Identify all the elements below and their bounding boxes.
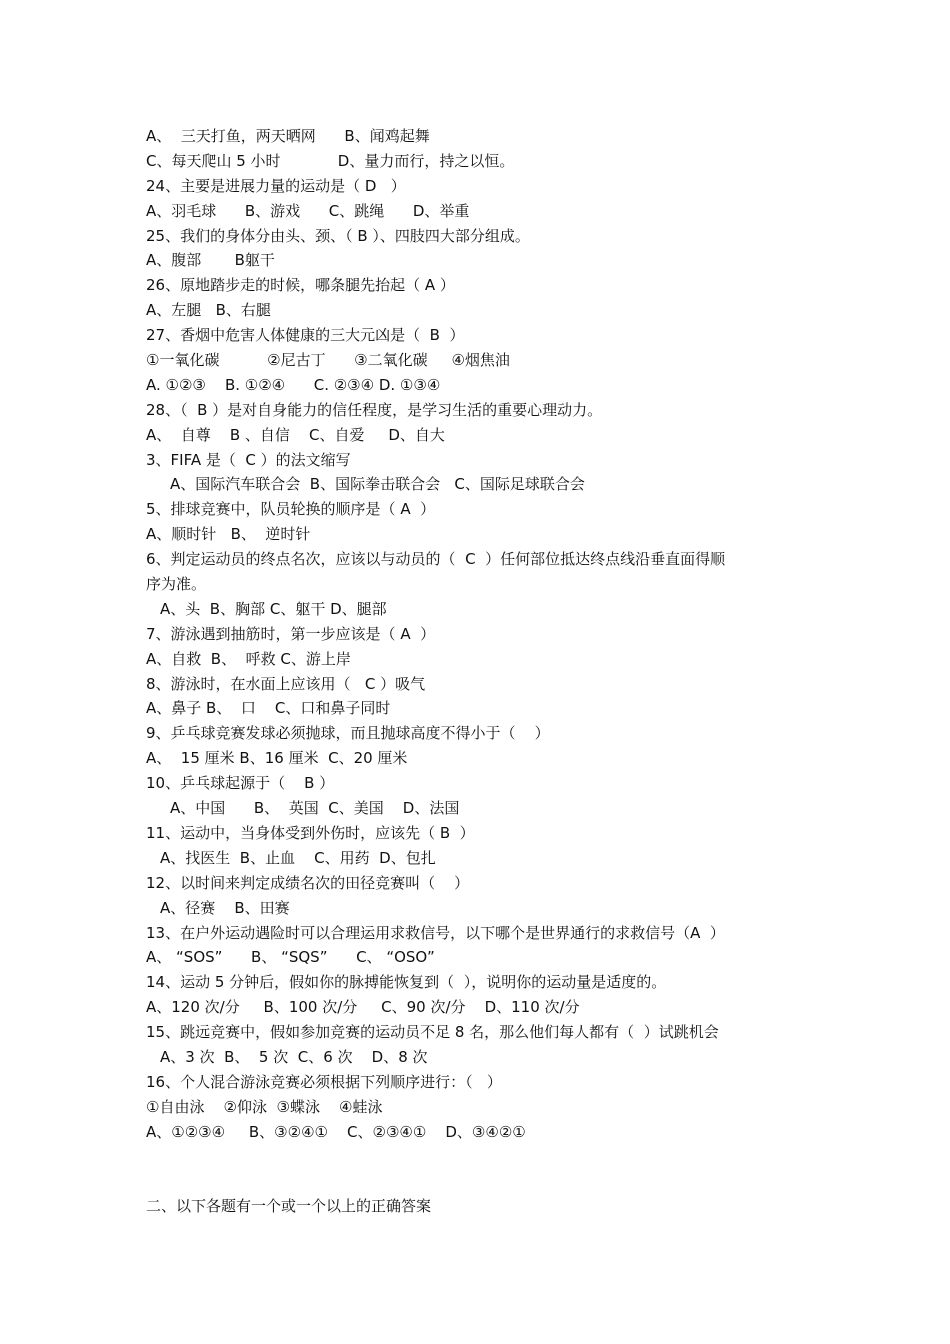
text-line: 27、香烟中危害人体健康的三大元凶是（ B ）: [146, 326, 465, 345]
text-line: 12、以时间来判定成绩名次的田径竞赛叫（ ）: [146, 873, 470, 892]
text-line: 7、游泳遇到抽筋时，第一步应该是（ A ）: [146, 624, 436, 643]
text-line: A、①②③④ B、③②④① C、②③④① D、③④②①: [146, 1122, 526, 1141]
text-line: A、找医生 B、止血 C、用药 D、包扎: [160, 848, 436, 867]
text-line: 16、个人混合游泳竞赛必须根据下列顺序进行：（ ）: [146, 1072, 502, 1091]
text-line: 14、运动 5 分钟后，假如你的脉搏能恢复到（ ），说明你的运动量是适度的。: [146, 973, 667, 992]
text-line: A、自救 B、 呼救 C、游上岸: [146, 649, 351, 668]
text-line: 11、运动中，当身体受到外伤时，应该先（ B ）: [146, 823, 475, 842]
text-line: 6、判定运动员的终点名次，应该以与动员的（ C ）任何部位抵达终点线沿垂直面得顺: [146, 550, 726, 569]
text-line: 序为准。: [146, 575, 207, 594]
text-line: A、头 B、胸部 C、躯干 D、腿部: [160, 599, 387, 618]
text-line: 10、乒乓球起源于（ B ）: [146, 774, 335, 793]
text-line: A、顺时针 B、 逆时针: [146, 525, 311, 544]
text-line: 25、我们的身体分由头、颈、（ B ）、四肢四大部分组成。: [146, 226, 530, 245]
text-line: ①自由泳 ②仰泳 ③蝶泳 ④蛙泳: [146, 1097, 383, 1116]
text-line: 3、FIFA 是（ C ）的法文缩写: [146, 450, 351, 469]
text-line: 26、原地踏步走的时候，哪条腿先抬起（ A ）: [146, 276, 455, 295]
text-line: 9、乒乓球竞赛发球必须抛球，而且抛球高度不得小于（ ）: [146, 724, 550, 743]
text-line: 24、主要是进展力量的运动是（ D ）: [146, 176, 406, 195]
text-line: C、每天爬山 5 小时 D、量力而行，持之以恒。: [146, 151, 515, 170]
text-line: A、腹部 B躯干: [146, 251, 275, 270]
text-line: A、3 次 B、 5 次 C、6 次 D、8 次: [160, 1047, 428, 1066]
text-line: A、羽毛球 B、游戏 C、跳绳 D、举重: [146, 201, 470, 220]
question-list: [146, 124, 826, 1145]
text-line: 8、游泳时，在水面上应该用（ C ）吸气: [146, 674, 426, 693]
text-line: 5、排球竞赛中，队员轮换的顺序是（ A ）: [146, 500, 436, 519]
text-line: 13、在户外运动遇险时可以合理运用求救信号，以下哪个是世界通行的求救信号（A ）: [146, 923, 725, 942]
text-line: A、 三天打鱼，两天晒网 B、闻鸡起舞: [146, 127, 430, 145]
section-heading: 二、以下各题有一个或一个以上的正确答案: [146, 1197, 432, 1215]
text-line: A. ①②③ B. ①②④ C. ②③④ D. ①③④: [146, 375, 441, 394]
text-line: A、左腿 B、右腿: [146, 301, 271, 320]
text-line: A、径赛 B、田赛: [160, 898, 290, 917]
text-line: A、中国 B、 英国 C、美国 D、法国: [170, 799, 460, 818]
text-line: 28、（ B ）是对自身能力的信任程度，是学习生活的重要心理动力。: [146, 400, 603, 419]
text-line: A、 15 厘米 B、16 厘米 C、20 厘米: [146, 749, 408, 768]
text-line: A、国际汽车联合会 B、国际拳击联合会 C、国际足球联合会: [170, 475, 585, 494]
text-line: A、120 次/分 B、100 次/分 C、90 次/分 D、110 次/分: [146, 998, 580, 1017]
text-line: A、 “SOS” B、 “SQS” C、 “OSO”: [146, 948, 435, 967]
text-line: A、 自尊 B 、自信 C、自爱 D、自大: [146, 425, 445, 444]
text-line: A、鼻子 B、 口 C、口和鼻子同时: [146, 699, 391, 718]
text-line: ①一氧化碳 ②尼古丁 ③二氧化碳 ④烟焦油: [146, 351, 510, 370]
text-line: 15、跳远竞赛中，假如参加竞赛的运动员不足 8 名，那么他们每人都有（ ）试跳机会: [146, 1023, 719, 1042]
